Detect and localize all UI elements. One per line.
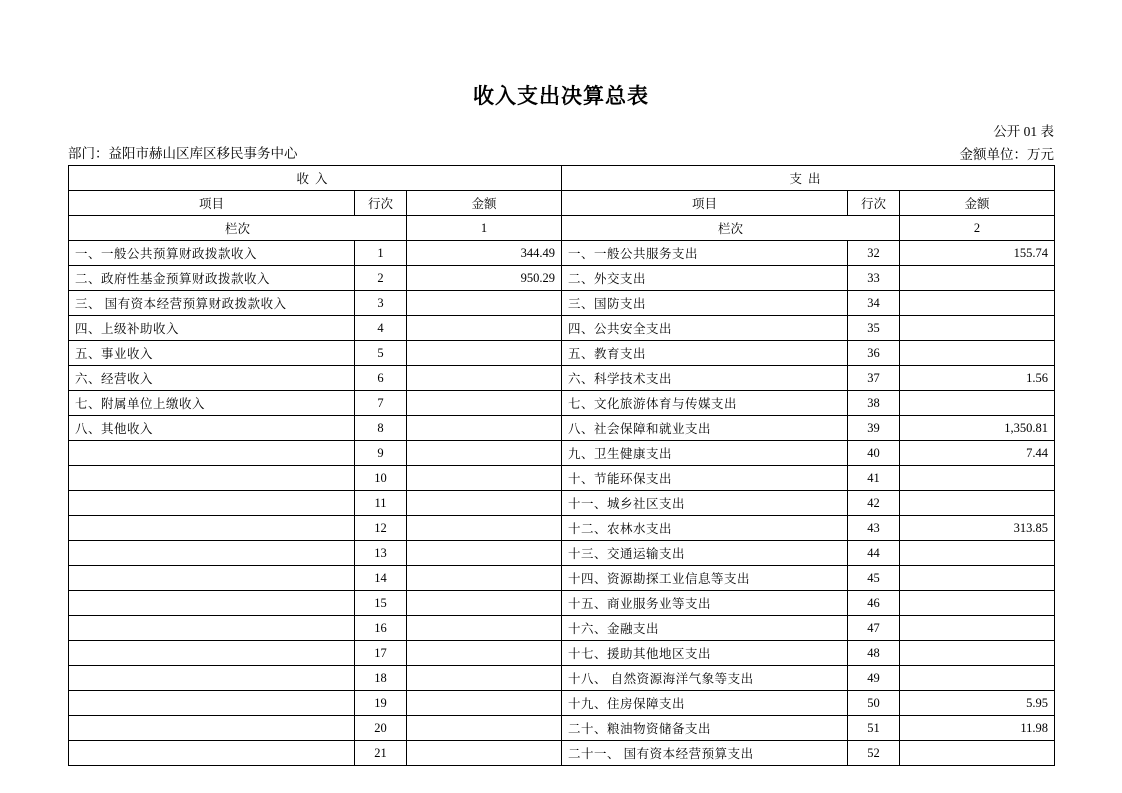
cell-income-line: 19 [355, 691, 407, 716]
cell-expend-item: 三、国防支出 [562, 291, 848, 316]
cell-income-item: 六、经营收入 [69, 366, 355, 391]
cell-expend-line: 41 [848, 466, 900, 491]
table-body [69, 241, 1055, 766]
budget-summary-table [68, 165, 1055, 766]
cell-income-amount [407, 291, 562, 316]
cell-expend-item: 十九、住房保障支出 [562, 691, 848, 716]
cell-income-item [69, 741, 355, 766]
table-row [69, 391, 1055, 416]
column-header-income-amount: 金额 [407, 191, 562, 216]
cell-expend-line: 42 [848, 491, 900, 516]
cell-expend-item: 二、外交支出 [562, 266, 848, 291]
cell-expend-line: 46 [848, 591, 900, 616]
cell-expend-amount [900, 641, 1055, 666]
cell-income-line: 17 [355, 641, 407, 666]
table-row [69, 366, 1055, 391]
cell-expend-line: 44 [848, 541, 900, 566]
cell-income-line: 21 [355, 741, 407, 766]
table-row [69, 491, 1055, 516]
document-meta-right [960, 120, 1055, 166]
table-row [69, 466, 1055, 491]
cell-income-amount [407, 441, 562, 466]
cell-expend-line: 37 [848, 366, 900, 391]
group-header-expenditure: 支出 [562, 166, 1055, 191]
cell-income-line: 7 [355, 391, 407, 416]
cell-income-amount: 344.49 [407, 241, 562, 266]
table-row [69, 416, 1055, 441]
cell-expend-item: 十五、商业服务业等支出 [562, 591, 848, 616]
cell-expend-item: 五、教育支出 [562, 341, 848, 366]
cell-income-amount [407, 491, 562, 516]
cell-expend-amount: 11.98 [900, 716, 1055, 741]
cell-expend-amount [900, 491, 1055, 516]
cell-income-amount [407, 716, 562, 741]
cell-income-line: 20 [355, 716, 407, 741]
cell-income-item [69, 641, 355, 666]
cell-expend-item: 九、卫生健康支出 [562, 441, 848, 466]
cell-expend-item: 十三、交通运输支出 [562, 541, 848, 566]
sub-header-income-label: 栏次 [69, 216, 407, 241]
table-row [69, 641, 1055, 666]
table-row [69, 541, 1055, 566]
form-code: 公开 01 表 [993, 124, 1054, 139]
cell-income-amount [407, 516, 562, 541]
cell-income-item [69, 691, 355, 716]
cell-income-line: 10 [355, 466, 407, 491]
cell-expend-amount: 5.95 [900, 691, 1055, 716]
cell-income-item [69, 666, 355, 691]
cell-income-amount [407, 641, 562, 666]
table-row [69, 691, 1055, 716]
table-sub-header-row [69, 216, 1055, 241]
cell-income-item: 四、上级补助收入 [69, 316, 355, 341]
cell-expend-line: 47 [848, 616, 900, 641]
sub-header-expend-value: 2 [900, 216, 1055, 241]
cell-expend-amount [900, 616, 1055, 641]
cell-expend-amount: 1.56 [900, 366, 1055, 391]
cell-income-item: 五、事业收入 [69, 341, 355, 366]
cell-expend-amount: 1,350.81 [900, 416, 1055, 441]
cell-expend-line: 33 [848, 266, 900, 291]
table-row [69, 591, 1055, 616]
cell-expend-line: 50 [848, 691, 900, 716]
cell-income-line: 18 [355, 666, 407, 691]
cell-expend-line: 39 [848, 416, 900, 441]
column-header-income-line: 行次 [355, 191, 407, 216]
cell-expend-line: 43 [848, 516, 900, 541]
cell-expend-amount: 7.44 [900, 441, 1055, 466]
cell-expend-line: 52 [848, 741, 900, 766]
cell-expend-amount [900, 666, 1055, 691]
cell-income-amount [407, 691, 562, 716]
cell-income-item [69, 716, 355, 741]
cell-expend-amount: 313.85 [900, 516, 1055, 541]
table-group-header-row [69, 166, 1055, 191]
table-row [69, 316, 1055, 341]
cell-expend-amount [900, 291, 1055, 316]
cell-income-line: 5 [355, 341, 407, 366]
cell-income-item: 八、其他收入 [69, 416, 355, 441]
cell-income-line: 3 [355, 291, 407, 316]
table-row [69, 516, 1055, 541]
cell-expend-amount [900, 566, 1055, 591]
table-row [69, 716, 1055, 741]
cell-expend-item: 一、一般公共服务支出 [562, 241, 848, 266]
cell-expend-amount [900, 541, 1055, 566]
table-row [69, 666, 1055, 691]
cell-income-line: 13 [355, 541, 407, 566]
cell-expend-item: 六、科学技术支出 [562, 366, 848, 391]
cell-income-amount: 950.29 [407, 266, 562, 291]
cell-income-amount [407, 616, 562, 641]
cell-income-amount [407, 541, 562, 566]
amount-unit-note: 金额单位：万元 [959, 147, 1054, 162]
cell-expend-line: 34 [848, 291, 900, 316]
cell-expend-item: 七、文化旅游体育与传媒支出 [562, 391, 848, 416]
column-header-expend-line: 行次 [848, 191, 900, 216]
cell-income-amount [407, 566, 562, 591]
page-title: 收入支出决算总表 [473, 85, 649, 108]
cell-income-item: 一、一般公共预算财政拨款收入 [69, 241, 355, 266]
cell-expend-amount [900, 741, 1055, 766]
cell-expend-item: 二十一、 国有资本经营预算支出 [562, 741, 848, 766]
cell-expend-item: 二十、粮油物资储备支出 [562, 716, 848, 741]
cell-expend-amount: 155.74 [900, 241, 1055, 266]
cell-expend-item: 十四、资源勘探工业信息等支出 [562, 566, 848, 591]
table-row [69, 441, 1055, 466]
cell-income-amount [407, 466, 562, 491]
department-label: 部门：益阳市赫山区库区移民事务中心 [68, 146, 298, 161]
cell-income-item: 三、 国有资本经营预算财政拨款收入 [69, 291, 355, 316]
cell-expend-amount [900, 266, 1055, 291]
cell-income-item: 七、附属单位上缴收入 [69, 391, 355, 416]
cell-income-item [69, 466, 355, 491]
table-row [69, 241, 1055, 266]
table-row [69, 291, 1055, 316]
cell-income-line: 12 [355, 516, 407, 541]
table-column-header-row [69, 191, 1055, 216]
cell-income-amount [407, 416, 562, 441]
cell-expend-item: 十七、援助其他地区支出 [562, 641, 848, 666]
cell-expend-line: 48 [848, 641, 900, 666]
cell-income-line: 1 [355, 241, 407, 266]
cell-income-amount [407, 316, 562, 341]
cell-expend-line: 40 [848, 441, 900, 466]
cell-expend-amount [900, 591, 1055, 616]
cell-expend-line: 45 [848, 566, 900, 591]
cell-expend-item: 八、社会保障和就业支出 [562, 416, 848, 441]
cell-income-line: 9 [355, 441, 407, 466]
cell-income-line: 11 [355, 491, 407, 516]
cell-expend-line: 36 [848, 341, 900, 366]
cell-expend-item: 十八、 自然资源海洋气象等支出 [562, 666, 848, 691]
cell-income-amount [407, 591, 562, 616]
cell-income-amount [407, 366, 562, 391]
column-header-expend-item: 项目 [562, 191, 848, 216]
cell-expend-line: 38 [848, 391, 900, 416]
cell-income-item [69, 616, 355, 641]
column-header-income-item: 项目 [69, 191, 355, 216]
cell-expend-item: 四、公共安全支出 [562, 316, 848, 341]
column-header-expend-amount: 金额 [900, 191, 1055, 216]
cell-income-line: 15 [355, 591, 407, 616]
cell-income-amount [407, 341, 562, 366]
cell-income-item [69, 566, 355, 591]
cell-income-item [69, 441, 355, 466]
cell-income-item [69, 491, 355, 516]
cell-expend-item: 十一、城乡社区支出 [562, 491, 848, 516]
cell-expend-line: 51 [848, 716, 900, 741]
cell-expend-line: 32 [848, 241, 900, 266]
group-header-income: 收入 [69, 166, 562, 191]
cell-income-line: 14 [355, 566, 407, 591]
cell-income-amount [407, 391, 562, 416]
cell-income-item: 二、政府性基金预算财政拨款收入 [69, 266, 355, 291]
cell-income-line: 2 [355, 266, 407, 291]
cell-expend-amount [900, 391, 1055, 416]
cell-expend-amount [900, 466, 1055, 491]
cell-income-item [69, 516, 355, 541]
cell-income-line: 6 [355, 366, 407, 391]
cell-expend-line: 35 [848, 316, 900, 341]
table-row [69, 566, 1055, 591]
cell-expend-item: 十、节能环保支出 [562, 466, 848, 491]
cell-expend-item: 十六、金融支出 [562, 616, 848, 641]
table-row [69, 616, 1055, 641]
cell-income-line: 16 [355, 616, 407, 641]
cell-expend-amount [900, 316, 1055, 341]
cell-income-amount [407, 741, 562, 766]
cell-income-item [69, 541, 355, 566]
cell-income-line: 8 [355, 416, 407, 441]
cell-income-amount [407, 666, 562, 691]
cell-income-line: 4 [355, 316, 407, 341]
cell-expend-amount [900, 341, 1055, 366]
cell-expend-item: 十二、农林水支出 [562, 516, 848, 541]
table-row [69, 741, 1055, 766]
cell-expend-line: 49 [848, 666, 900, 691]
table-row [69, 266, 1055, 291]
sub-header-income-value: 1 [407, 216, 562, 241]
sub-header-expend-label: 栏次 [562, 216, 900, 241]
cell-income-item [69, 591, 355, 616]
table-row [69, 341, 1055, 366]
